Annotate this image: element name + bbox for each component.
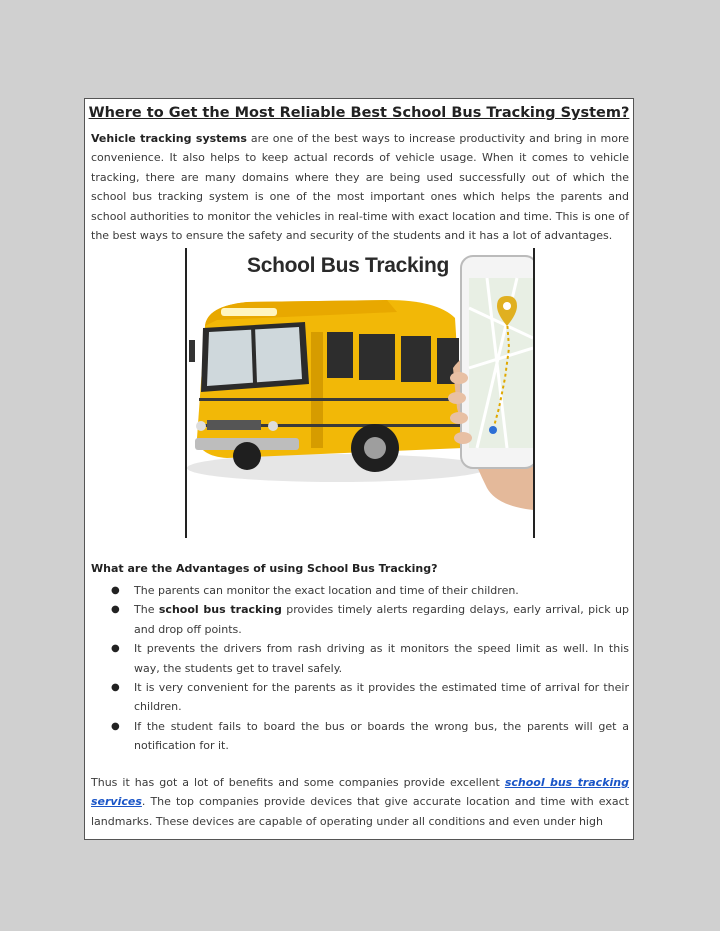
bullet-icon: ● bbox=[111, 604, 120, 616]
list-item: ● If the student fails to board the bus or boards the wrong bus, the parents will get a notification for it. bbox=[91, 717, 629, 756]
advantages-list bbox=[91, 581, 629, 756]
intro-paragraph bbox=[91, 129, 629, 245]
school-bus-tracking-link[interactable]: school bus tracking services bbox=[91, 776, 629, 809]
school-bus-tracking-image bbox=[185, 248, 535, 538]
list-item: ● It prevents the drivers from rash driving as it monitors the speed limit as well. In this way, the students get to travel safely. bbox=[91, 639, 629, 678]
page-title: Where to Get the Most Reliable Best School Bus Tracking System? bbox=[88, 105, 630, 121]
bus-illustration bbox=[187, 248, 533, 538]
intro-text: are one of the best ways to increase productivity and bring in more convenience. It also helps to keep actual records of vehicle usage. When it comes to vehicle tracking, there are many domains where they are being used successfully out of which the school bus tracking system is one of the most important ones which helps the parents and school authorities to monitor the vehicles in real-time with exact location and time. This is one of the best ways to ensure the safety and security of the students and it has a lot of advantages. bbox=[91, 132, 630, 243]
list-item: ● The parents can monitor the exact location and time of their children. bbox=[91, 581, 629, 600]
document-page bbox=[84, 98, 634, 840]
advantages-heading: What are the Advantages of using School Bus Tracking? bbox=[91, 562, 438, 575]
closing-paragraph: Thus it has got a lot of benefits and some companies provide excellent school bus tracking services. The top companies provide devices that give accurate location and time with exact landmarks. These devices are capable of operating under all conditions and even under high bbox=[91, 776, 629, 828]
list-item: ● The school bus tracking provides timely alerts regarding delays, early arrival, pick up and drop off points. bbox=[91, 600, 629, 639]
figure-title: School Bus Tracking bbox=[247, 254, 450, 277]
bullet-icon: ● bbox=[111, 682, 120, 694]
bullet-icon: ● bbox=[111, 585, 120, 596]
bullet-icon: ● bbox=[111, 643, 120, 655]
bullet-icon: ● bbox=[111, 720, 120, 732]
intro-bold: Vehicle tracking systems bbox=[91, 132, 247, 145]
list-item: ● It is very convenient for the parents as it provides the estimated time of arrival for their children. bbox=[91, 678, 629, 717]
